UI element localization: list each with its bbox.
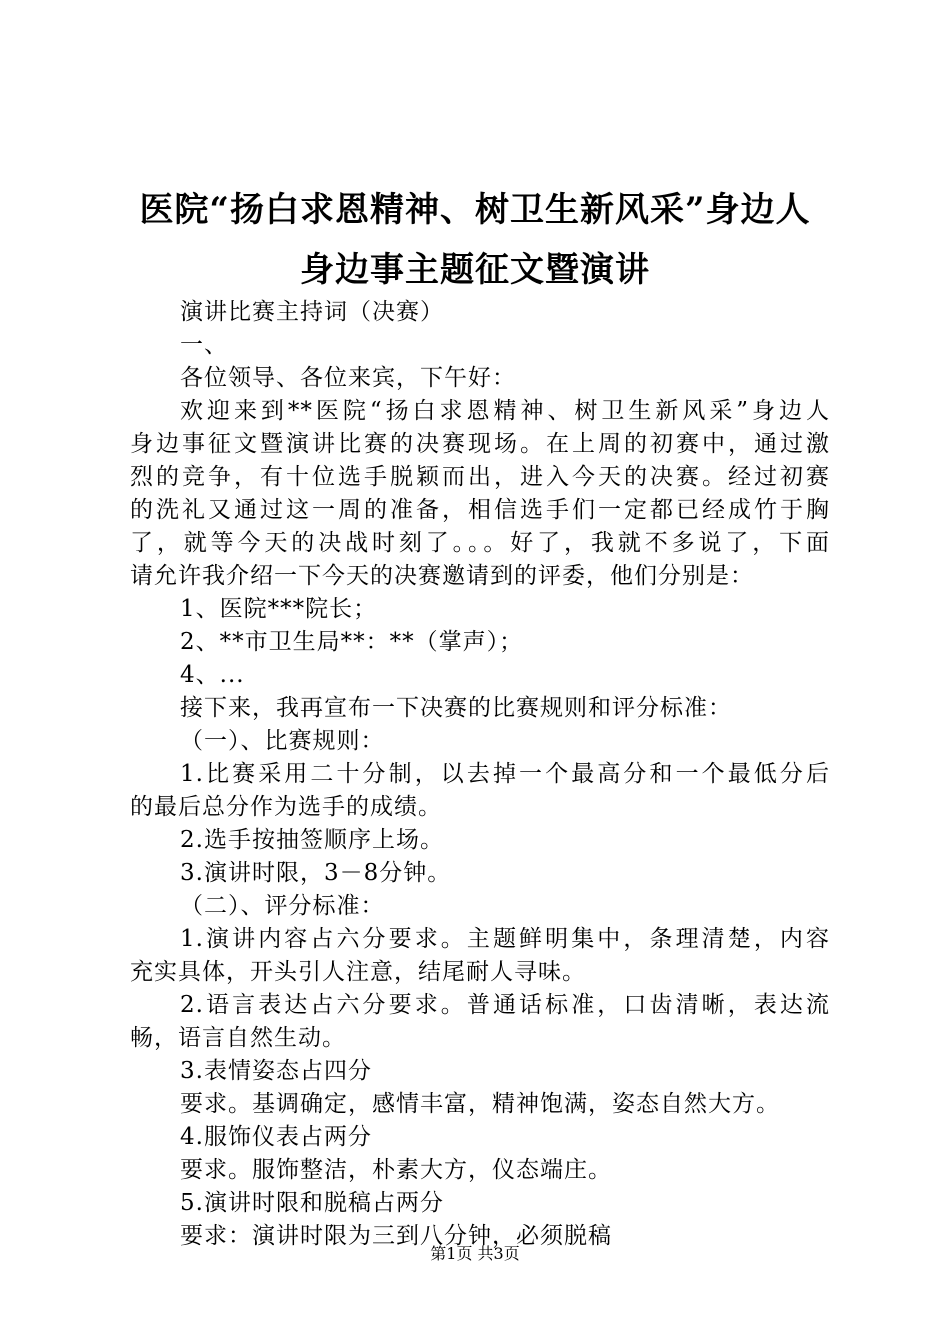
section-heading: （二）、评分标准： [180, 893, 385, 919]
paragraph-line: 各位领导、各位来宾，下午好： [180, 365, 516, 391]
list-item: 1.比赛采用二十分制，以去掉一个最高分和一个最低分后 [180, 761, 830, 787]
paragraph-line: 的洗礼又通过这一周的准备，相信选手们一定都已经成竹于胸 [130, 497, 830, 523]
paragraph-line: 畅，语言自然生动。 [130, 1025, 346, 1051]
paragraph-line: 演讲比赛主持词（决赛） [180, 299, 444, 325]
document-title-line-1: 医院“扬白求恩精神、树卫生新风采”身边人 [139, 190, 811, 230]
paragraph-line: 要求：演讲时限为三到八分钟，必须脱稿 [180, 1223, 612, 1249]
section-heading: （一）、比赛规则： [180, 728, 385, 754]
list-item: 4、... [180, 662, 245, 688]
list-item: 2.选手按抽签顺序上场。 [180, 827, 444, 853]
paragraph-line: 要求。基调确定，感情丰富，精神饱满，姿态自然大方。 [180, 1091, 780, 1117]
paragraph-line: 要求。服饰整洁，朴素大方，仪态端庄。 [180, 1157, 612, 1183]
list-item: 3.表情姿态占四分 [180, 1058, 372, 1084]
paragraph-line: 请允许我介绍一下今天的决赛邀请到的评委，他们分别是： [130, 563, 754, 589]
list-item: 1.演讲内容占六分要求。主题鲜明集中，条理清楚，内容 [180, 926, 830, 952]
list-item: 4.服饰仪表占两分 [180, 1124, 372, 1150]
paragraph-line: 烈的竞争，有十位选手脱颖而出，进入今天的决赛。经过初赛 [130, 464, 830, 490]
paragraph-line: 了，就等今天的决战时刻了。。。好了，我就不多说了，下面 [130, 530, 830, 556]
document-body [130, 296, 830, 1253]
list-item: 3.演讲时限，3－8分钟。 [180, 860, 452, 886]
paragraph-line: 一、 [180, 332, 228, 358]
paragraph-line: 充实具体，开头引人注意，结尾耐人寻味。 [130, 959, 586, 985]
paragraph-line: 欢迎来到**医院“扬白求恩精神、树卫生新风采”身边人 [180, 398, 830, 424]
list-item: 2、**市卫生局**：**（掌声）； [180, 629, 524, 655]
paragraph-line: 身边事征文暨演讲比赛的决赛现场。在上周的初赛中，通过激 [130, 431, 830, 457]
page-number-footer: 第1页 共3页 [430, 1244, 520, 1263]
list-item: 2.语言表达占六分要求。普通话标准，口齿清晰，表达流 [180, 992, 830, 1018]
paragraph-line: 接下来，我再宣布一下决赛的比赛规则和评分标准： [180, 695, 732, 721]
list-item: 5.演讲时限和脱稿占两分 [180, 1190, 444, 1216]
document-title-line-2: 身边事主题征文暨演讲 [300, 250, 650, 290]
list-item: 1、医院***院长； [180, 596, 378, 622]
paragraph-line: 的最后总分作为选手的成绩。 [130, 794, 442, 820]
